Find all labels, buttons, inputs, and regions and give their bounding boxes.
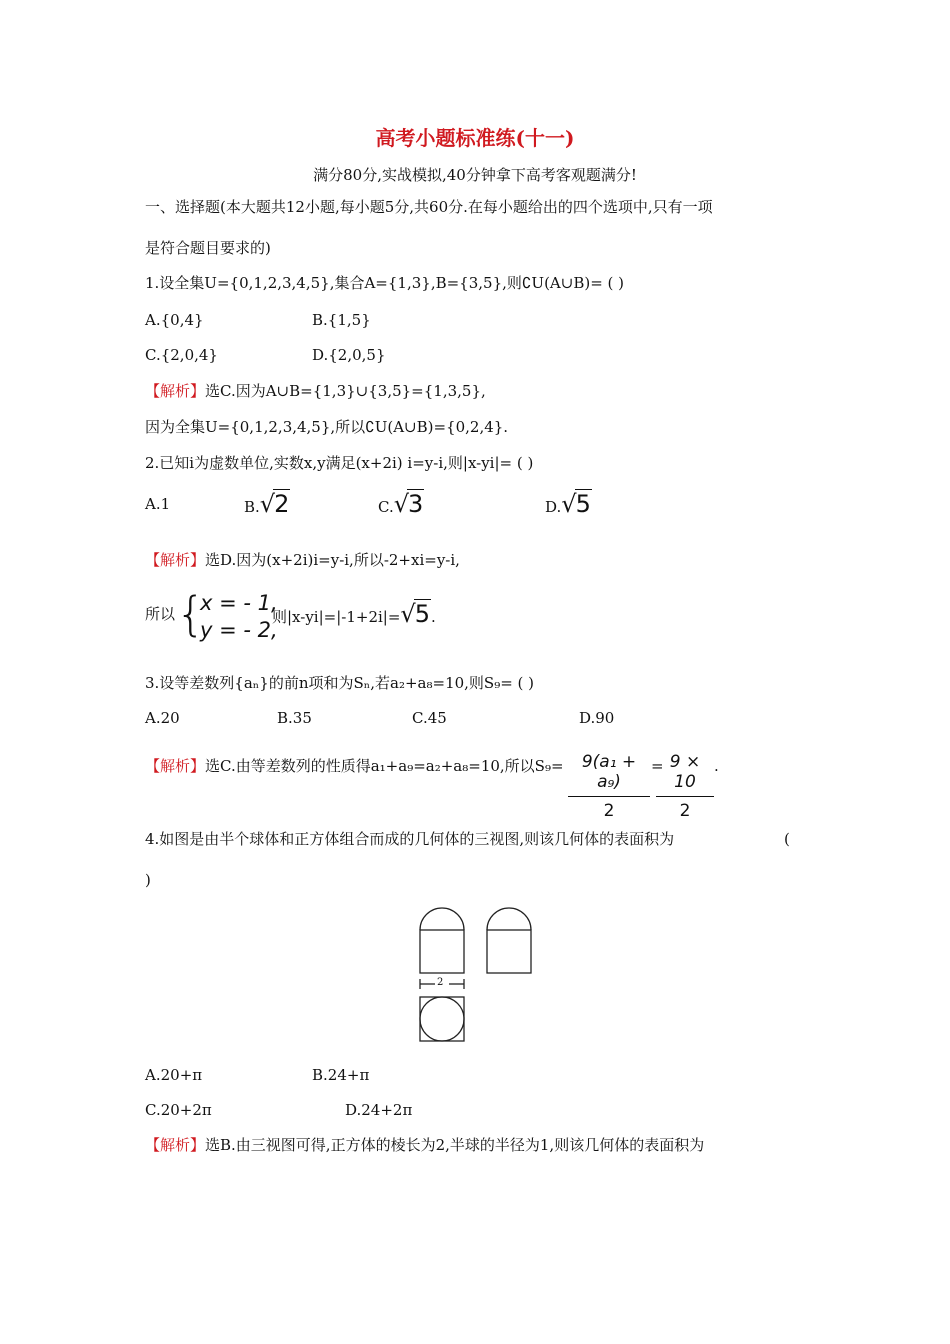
radicand: 5 [575, 490, 591, 518]
system-equation-2: y = - 2, [200, 618, 278, 642]
radicand: 3 [408, 490, 424, 518]
q2-solution-line-1 [145, 550, 460, 570]
top-view-circle-icon [420, 997, 464, 1041]
left-brace-icon: { [176, 587, 206, 641]
three-view-figure [410, 900, 540, 1050]
sqrt-2-icon: √2 [259, 490, 290, 518]
fraction-2 [656, 752, 714, 821]
q4-solution-text: 选B.由三视图可得,正方体的棱长为2,半球的半径为1,则该几何体的表面积为 [205, 1136, 705, 1154]
solution-tag: 【解析】 [145, 757, 206, 775]
q2-option-c-label: C. [378, 498, 394, 516]
q3-option-c: C.45 [412, 709, 447, 727]
sqrt-3-icon: √3 [393, 490, 424, 518]
q2-option-d-label: D. [545, 498, 562, 516]
front-view-square-icon [420, 930, 464, 973]
q1-solution-line-2: 因为全集U={0,1,2,3,4,5},所以∁U(A∪B)={0,2,4}. [145, 418, 509, 436]
q4-answer-paren-open: ( [784, 830, 790, 848]
q4-solution [145, 1135, 704, 1155]
q1-stem: 1.设全集U={0,1,2,3,4,5},集合A={1,3},B={3,5},则∁U(A∪B)= ( ) [145, 274, 625, 292]
fraction-2-numerator: 9 × 10 [656, 752, 714, 797]
q1-option-c: C.{2,0,4} [145, 346, 218, 364]
q1-option-b: B.{1,5} [312, 311, 371, 329]
fraction-1-denominator: 2 [603, 801, 615, 821]
q2-solution-text: 选D.因为(x+2i)i=y-i,所以-2+xi=y-i, [205, 551, 460, 569]
q4-option-c: C.20+2π [145, 1101, 212, 1119]
sqrt-5-icon: √5 [561, 490, 591, 518]
q3-option-d: D.90 [579, 709, 615, 727]
q3-stem: 3.设等差数列{aₙ}的前n项和为Sₙ,若a₂+a₈=10,则S₉= ( ) [145, 674, 535, 692]
q1-solution-line-1 [145, 381, 486, 401]
q1-option-a: A.{0,4} [145, 311, 204, 329]
front-view-dome-icon [420, 908, 464, 930]
section-intro-line-2: 是符合题目要求的) [145, 239, 271, 257]
page-subtitle: 满分80分,实战模拟,40分钟拿下高考客观题满分! [313, 166, 637, 184]
q1-option-d: D.{2,0,5} [312, 346, 386, 364]
q4-stem-line-1: 4.如图是由半个球体和正方体组合而成的几何体的三视图,则该几何体的表面积为 [145, 830, 675, 848]
side-view-dome-icon [487, 908, 531, 930]
radicand: 5 [414, 600, 430, 628]
q2-option-a: A.1 [145, 495, 171, 513]
q4-stem-line-2: ) [145, 871, 151, 889]
q3-option-b: B.35 [277, 709, 312, 727]
q3-solution-text: 选C.由等差数列的性质得a₁+a₉=a₂+a₈=10,所以S₉= [205, 757, 564, 775]
fraction-1 [568, 752, 650, 821]
fraction-2-denominator: 2 [679, 801, 691, 821]
solution-tag: 【解析】 [145, 382, 206, 400]
system-equation-1: x = - 1, [200, 591, 278, 615]
fraction-1-numerator: 9(a₁ + a₉) [568, 752, 650, 797]
section-intro-line-1: 一、选择题(本大题共12小题,每小题5分,共60分.在每小题给出的四个选项中,只有一项 [145, 198, 713, 216]
q2-option-b [244, 490, 290, 518]
q4-option-d: D.24+2π [345, 1101, 413, 1119]
dimension-label: 2 [437, 977, 444, 988]
q4-option-b: B.24+π [312, 1066, 370, 1084]
page-title: 高考小题标准练(十一) [375, 126, 575, 150]
q2-stem: 2.已知i为虚数单位,实数x,y满足(x+2i) i=y-i,则|x-yi|= ( ) [145, 454, 534, 472]
solution-tag: 【解析】 [145, 551, 206, 569]
period: . [431, 608, 436, 626]
radicand: 2 [274, 490, 290, 518]
q4-option-a: A.20+π [145, 1066, 203, 1084]
q2-solution-line-2 [272, 600, 436, 628]
q2-option-c [378, 490, 424, 518]
q2-option-b-label: B. [244, 498, 260, 516]
q3-solution [145, 756, 564, 776]
sqrt-5-icon: √5 [400, 600, 430, 628]
q2-solution-mid: 则|x-yi|=|-1+2i|= [272, 608, 401, 626]
solution-tag: 【解析】 [145, 1136, 206, 1154]
q3-option-a: A.20 [145, 709, 180, 727]
q2-option-d [545, 490, 592, 518]
q2-solution-prefix: 所以 [145, 605, 176, 623]
q1-solution-text: 选C.因为A∪B={1,3}∪{3,5}={1,3,5}, [205, 382, 486, 400]
period: . [714, 757, 719, 775]
equals-sign: = [651, 757, 664, 775]
side-view-square-icon [487, 930, 531, 973]
